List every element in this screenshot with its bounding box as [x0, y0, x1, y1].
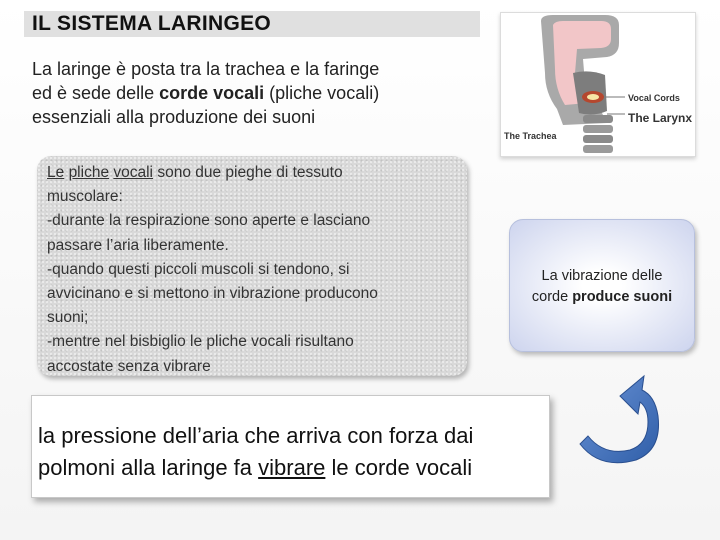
vibration-line-2: [515, 287, 689, 308]
vocal-cords-highlight: [587, 94, 599, 100]
pliche-description: [47, 161, 451, 379]
pliche-line-5: -quando questi piccoli muscoli si tendono, si: [47, 260, 350, 278]
pressure-line-2-start: polmoni alla laringe fa: [38, 455, 259, 480]
trachea-ring-1: [583, 115, 613, 123]
vibration-line-1: La vibrazione delle: [541, 268, 663, 284]
pressure-line-2-end: le corde vocali: [325, 455, 473, 480]
pliche-line-4: passare l’aria liberamente.: [47, 236, 229, 254]
trachea-ring-3: [583, 135, 613, 143]
pliche-line-6: avvicinano e si mettono in vibrazione producono: [47, 285, 378, 303]
pliche-title-pliche: pliche: [68, 164, 110, 181]
trachea-label: The Trachea: [504, 131, 557, 141]
curved-arrow-icon: [578, 372, 668, 472]
pliche-line-7: suoni;: [47, 309, 89, 327]
vibration-bold-phrase: produce suoni: [572, 289, 673, 305]
curved-arrow-shape: [580, 376, 659, 463]
intro-line-2-start: ed è sede delle: [32, 83, 160, 103]
pliche-line-1: [47, 161, 451, 185]
intro-line-3: essenziali alla produzione dei suoni: [32, 107, 316, 127]
pliche-line-9: accostate senza vibrare: [47, 357, 211, 375]
intro-line-2: [32, 81, 466, 105]
pressure-line-1: la pressione dell’aria che arriva con forza dai: [38, 423, 474, 448]
pressure-line-2: [38, 452, 548, 484]
vibration-text: [515, 266, 689, 308]
pliche-line-1-rest: sono due pieghe di tessuto: [153, 164, 343, 181]
intro-bold-term: corde vocali: [159, 83, 265, 103]
vibration-line-2-start: corde: [531, 289, 573, 305]
larynx-label: The Larynx: [628, 111, 693, 125]
pliche-title-le: Le: [47, 164, 65, 181]
pliche-line-3: -durante la respirazione sono aperte e lasciano: [47, 212, 371, 230]
pliche-title-vocali: vocali: [113, 164, 154, 181]
intro-line-1: La laringe è posta tra la trachea e la faringe: [32, 59, 380, 79]
pressure-underlined-word: vibrare: [258, 455, 326, 480]
trachea-ring-2: [583, 125, 613, 133]
trachea-ring-4: [583, 145, 613, 153]
slide-title: IL SISTEMA LARINGEO: [32, 12, 272, 35]
pliche-line-8: -mentre nel bisbiglio le pliche vocali risultano: [47, 333, 354, 351]
pressure-text: [38, 420, 548, 484]
intro-paragraph: [32, 57, 466, 129]
intro-line-2-end: (pliche vocali): [264, 83, 380, 103]
larynx-diagram: [500, 12, 696, 157]
pliche-line-2: muscolare:: [47, 188, 123, 206]
vocal-cords-label: Vocal Cords: [628, 93, 680, 103]
